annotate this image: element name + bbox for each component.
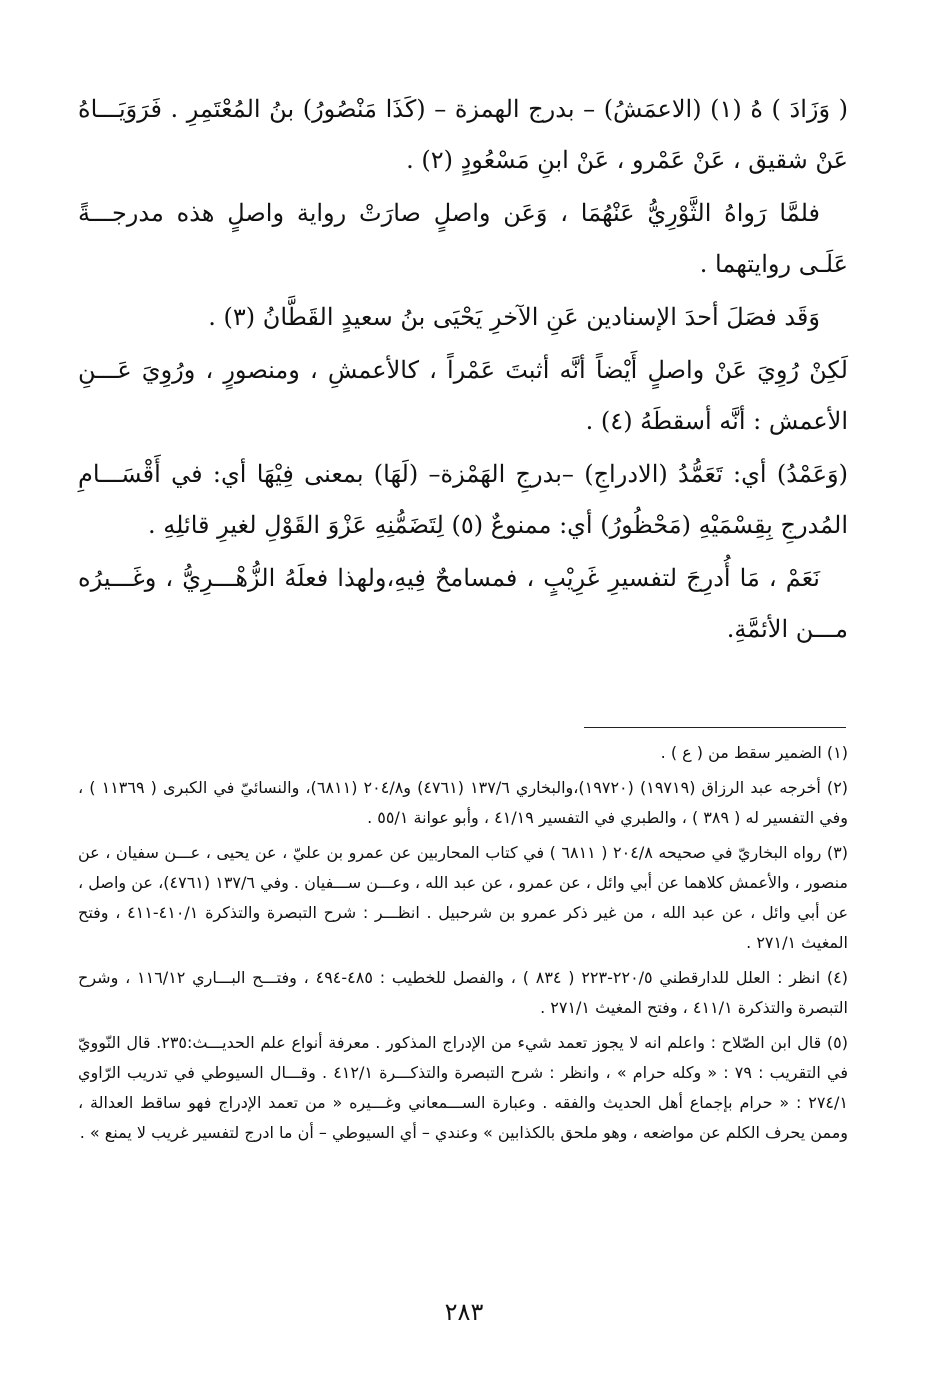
main-paragraph-3: وَقَد فصَلَ أحدَ الإسنادين عَنِ الآخرِ يَحْيَى بنُ سعيدٍ القَطَّانُ (٣) . [208, 303, 820, 331]
page-number: ٢٨٣ [444, 1298, 484, 1326]
footnote-separator [584, 727, 846, 728]
footnote-2: (٢) أخرجه عبد الرزاق (١٩٧١٩) (١٩٧٢٠)،والبخاري ١٣٧/٦ (٤٧٦١) و٢٠٤/٨ (٦٨١١)، والنسائيّ في الكبرى ( ١١٣٦٩ ) ، وفي التفسير له ( ٣٨٩ ) ، والطبري في التفسير ٤١/١٩ ، وأبو عوانة ٥٥/١ . [78, 778, 849, 827]
footnote-4: (٤) انظر : العلل للدارقطني ٢٢٠/٥-٢٢٣ ( ٨٣٤ ) ، والفصل للخطيب : ٤٨٥-٤٩٤ ، وفتـــح البـــاري ١١٦/١٢ ، وشرح التبصرة والتذكرة ٤١١/١ ، وفتح المغيث ٢٧١/١ . [78, 968, 849, 1017]
main-paragraph-2: فلمَّا رَواهُ الثَّوْرِيُّ عَنْهُمَا ، وَعَن واصلٍ صارَتْ رواية واصلٍ هذه مدرجـــةً عَلَـى روايتهما . [78, 199, 848, 278]
footnote-1: (١) الضمير سقط من ( ع ) . [660, 743, 848, 762]
main-paragraph-5: (وَعَمْدُ) أي: تَعَمُّدُ (الادراجِ) –بدرجِ الهَمْزة– (لَهَا) بمعنى فِيْهَا أي: في أَقْسَـــامِ المُدرجِ بِقِسْمَيْهِ (مَحْظُورُ) أي: ممنوعٌ (٥) لِتَضَمُّنِهِ عَزْوَ القَوْلِ لغيرِ قائلِهِ . [78, 460, 848, 539]
main-paragraph-6: نَعَمْ ، مَا أُدرِجَ لتفسيرِ غَرِيْبٍ ، فمسامحٌ فِيهِ،ولهذا فعلَهُ الزُّهْـــرِيُّ ، وغَـــيرُه مـــن الأئمَّةِ. [78, 564, 848, 643]
main-paragraph-4: لَكِنْ رُوِيَ عَنْ واصلٍ أَيْضاً أنَّه أثبتَ عَمْراً ، كالأعمشِ ، ومنصورٍ ، ورُوِيَ عَـــنِ الأعمش : أنَّه أسقطَهُ (٤) . [78, 356, 848, 435]
footnote-3: (٣) رواه البخاريّ في صحيحه ٢٠٤/٨ ( ٦٨١١ ) في كتاب المحاربين عن عمرو بن عليّ ، عن يحيى ، عـــن سفيان ، عن منصور ، والأعمش كلاهما عن أبي وائل ، عن عمرو ، عن عبد الله ، وعـــن ســـفيان . وفي ١٣٧/٦ (٤٧٦١)، عن واصل ، عن أبي وائل ، عن عبد الله ، من غير ذكر عمرو بن شرحبيل . انظـــر : شرح التبصرة والتذكرة ٤١٠/١-٤١١ ، وفتح المغيث ٢٧١/١ . [78, 843, 849, 952]
footnote-5: (٥) قال ابن الصّلاح : واعلم انه لا يجوز تعمد شيء من الإدراج المذكور . معرفة أنواع علم الحديـــث:٢٣٥. قال النّوويّ في التقريب : ٧٩ : « وكله حرام » ، وانظر : شرح التبصرة والتذكـــرة ٤١٢/١ . وقـــال السيوطي في تدريب الرّاوي ٢٧٤/١ : « حرام بإجماع أهل الحديث والفقه . وعبارة الســـمعاني وغـــيره « من تعمد الإدراج فهو ساقط العدالة ، وممن يحرف الكلم عن مواضعه ، وهو ملحق بالكذابين » وعندي – أي السيوطي – أن ما ادرج لتفسير غريب لا يمنع » . [78, 1033, 848, 1142]
footnotes [78, 738, 848, 1153]
main-paragraph-1: ( وَزَادَ ) هُ (١) (الاعمَشُ) – بدرج الهمزة – (كَذَا مَنْصُورُ) بنُ المُعْتَمِرِ . فَرَوَيَـــاهُ عَنْ شقيق ، عَنْ عَمْرو ، عَنْ ابنِ مَسْعُودٍ (٢) . [78, 95, 848, 174]
main-text-body [78, 84, 848, 657]
